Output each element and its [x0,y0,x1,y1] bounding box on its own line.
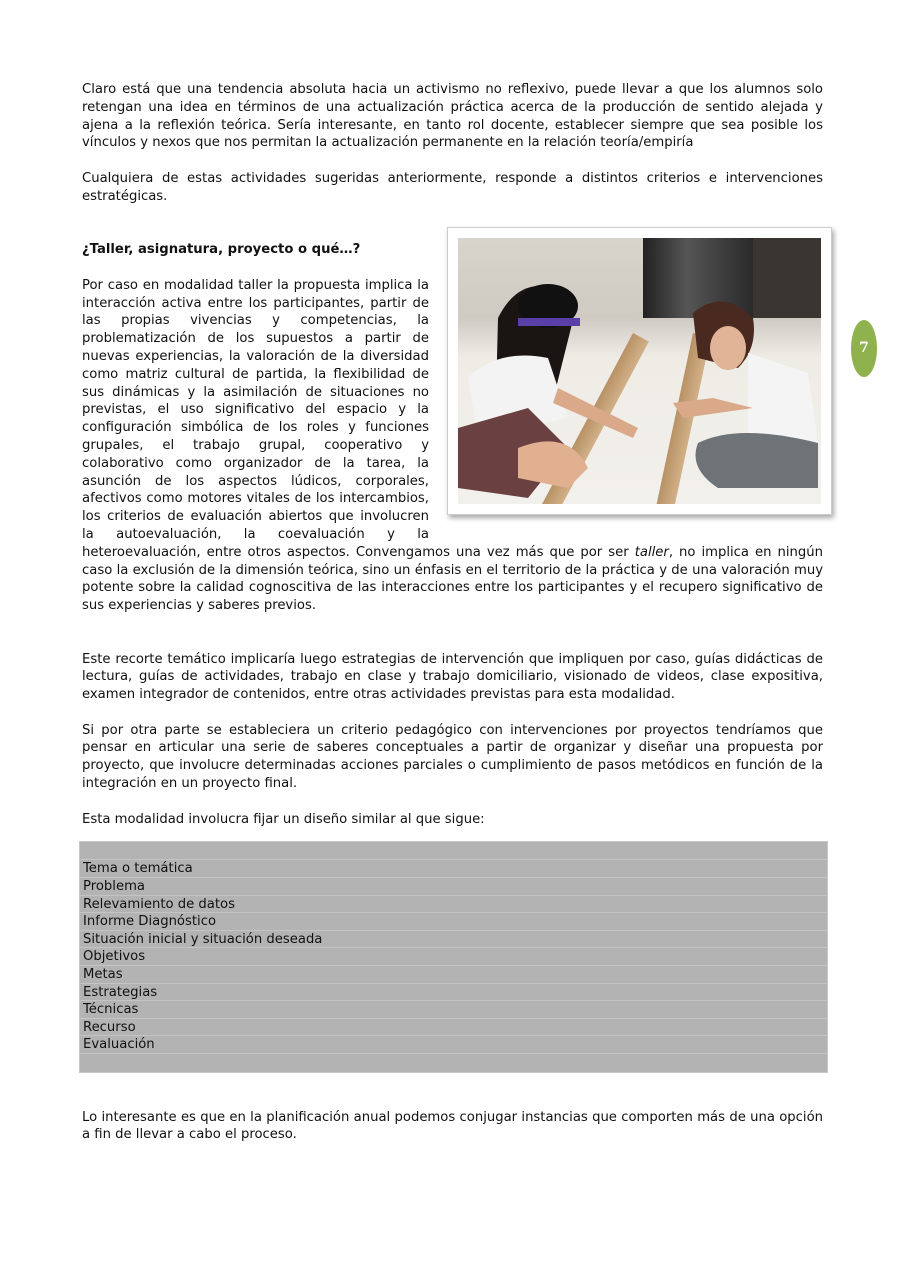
paragraph: Lo interesante es que en la planificación anual podemos conjugar instancias que comporten más de una opción a fin de llevar a cabo el proceso. [82,1109,823,1143]
photo-image [458,238,821,504]
paragraph: Esta modalidad involucra fijar un diseño similar al que sigue: [82,811,485,827]
paragraph: Cualquiera de estas actividades sugeridas anteriormente, responde a distintos criterios e intervenciones estratégicas. [82,170,823,204]
table-row: Metas [80,966,827,984]
paragraph: Este recorte temático implicaría luego estrategias de intervención que impliquen por caso, guías didácticas de lectura, guías de actividades, trabajo en clase y trabajo domiciliario, visionado de videos, clase expositiva, examen integrador de contenidos, entre otras actividades previstas para esta modalidad. [82,651,823,703]
paragraph: Si por otra parte se estableciera un criterio pedagógico con intervenciones por proyectos tendríamos que pensar en articular una serie de saberes conceptuales a partir de organizar y diseñar una propuesta por proyecto, que involucre determinadas acciones parciales o cumplimiento de pasos metódicos en función de la integración en un proyecto final. [82,722,823,792]
page-number-badge [851,320,877,377]
paragraph-text: , no implica en ningún caso la exclusión de la dimensión teórica, sino un énfasis en el territorio de la práctica y de una valoración muy potente sobre la calidad cognoscitiva de las interacciones entre los participantes y el recupero significativo de sus experiencias y saberes previos. [82,544,823,614]
table-row: Estrategias [80,984,827,1002]
table-row [80,842,827,860]
table-row: Recurso [80,1019,827,1037]
paragraph-text: Por caso en modalidad taller la propuesta implica la interacción activa entre los participantes, partir de las propias vivencias y competencias, la problematización de los supuestos a partir de nuevas experiencias, la valoración de la diversidad como matriz cultural de partida, la flexibilidad de sus dinámicas y la asimilación de situaciones no previstas, el uso significativo del espacio y la configuración simbólica de los roles y funciones grupales, el trabajo grupal, cooperativo y colaborativo como organizador de la tarea, la asunción de los aspectos lúdicos, corporales, afectivos como motores vitales de los intercambios, los criterios de evaluación abiertos que involucren la autoevaluación, la coevaluación y la heteroevaluación, entre otros aspectos. Convengamos una vez más que por ser [82,277,635,560]
table-row: Tema o temática [80,860,827,878]
table-row: Problema [80,878,827,896]
student-figure [673,293,821,493]
table-row: Objetivos [80,948,827,966]
student-figure [458,278,648,504]
paragraph: Claro está que una tendencia absoluta hacia un activismo no reflexivo, puede llevar a que los alumnos solo retengan una idea en términos de una actualización práctica acerca de la producción de sentido alejada y ajena a la reflexión teórica. Sería interesante, en tanto rol docente, establecer siempre que sea posible los vínculos y nexos que nos permitan la actualización permanente en la relación teoría/empiría [82,82,823,151]
design-table [79,841,828,1073]
table-row: Relevamiento de datos [80,896,827,914]
emphasis-text: taller [634,544,669,560]
section-heading: ¿Taller, asignatura, proyecto o qué…? [82,242,361,258]
table-row: Técnicas [80,1001,827,1019]
document-page [82,81,823,1144]
table-row [80,1054,827,1072]
page-number: 7 [859,339,869,356]
table-row: Evaluación [80,1036,827,1054]
workshop-photo [447,227,832,515]
table-row: Situación inicial y situación deseada [80,931,827,949]
table-row: Informe Diagnóstico [80,913,827,931]
